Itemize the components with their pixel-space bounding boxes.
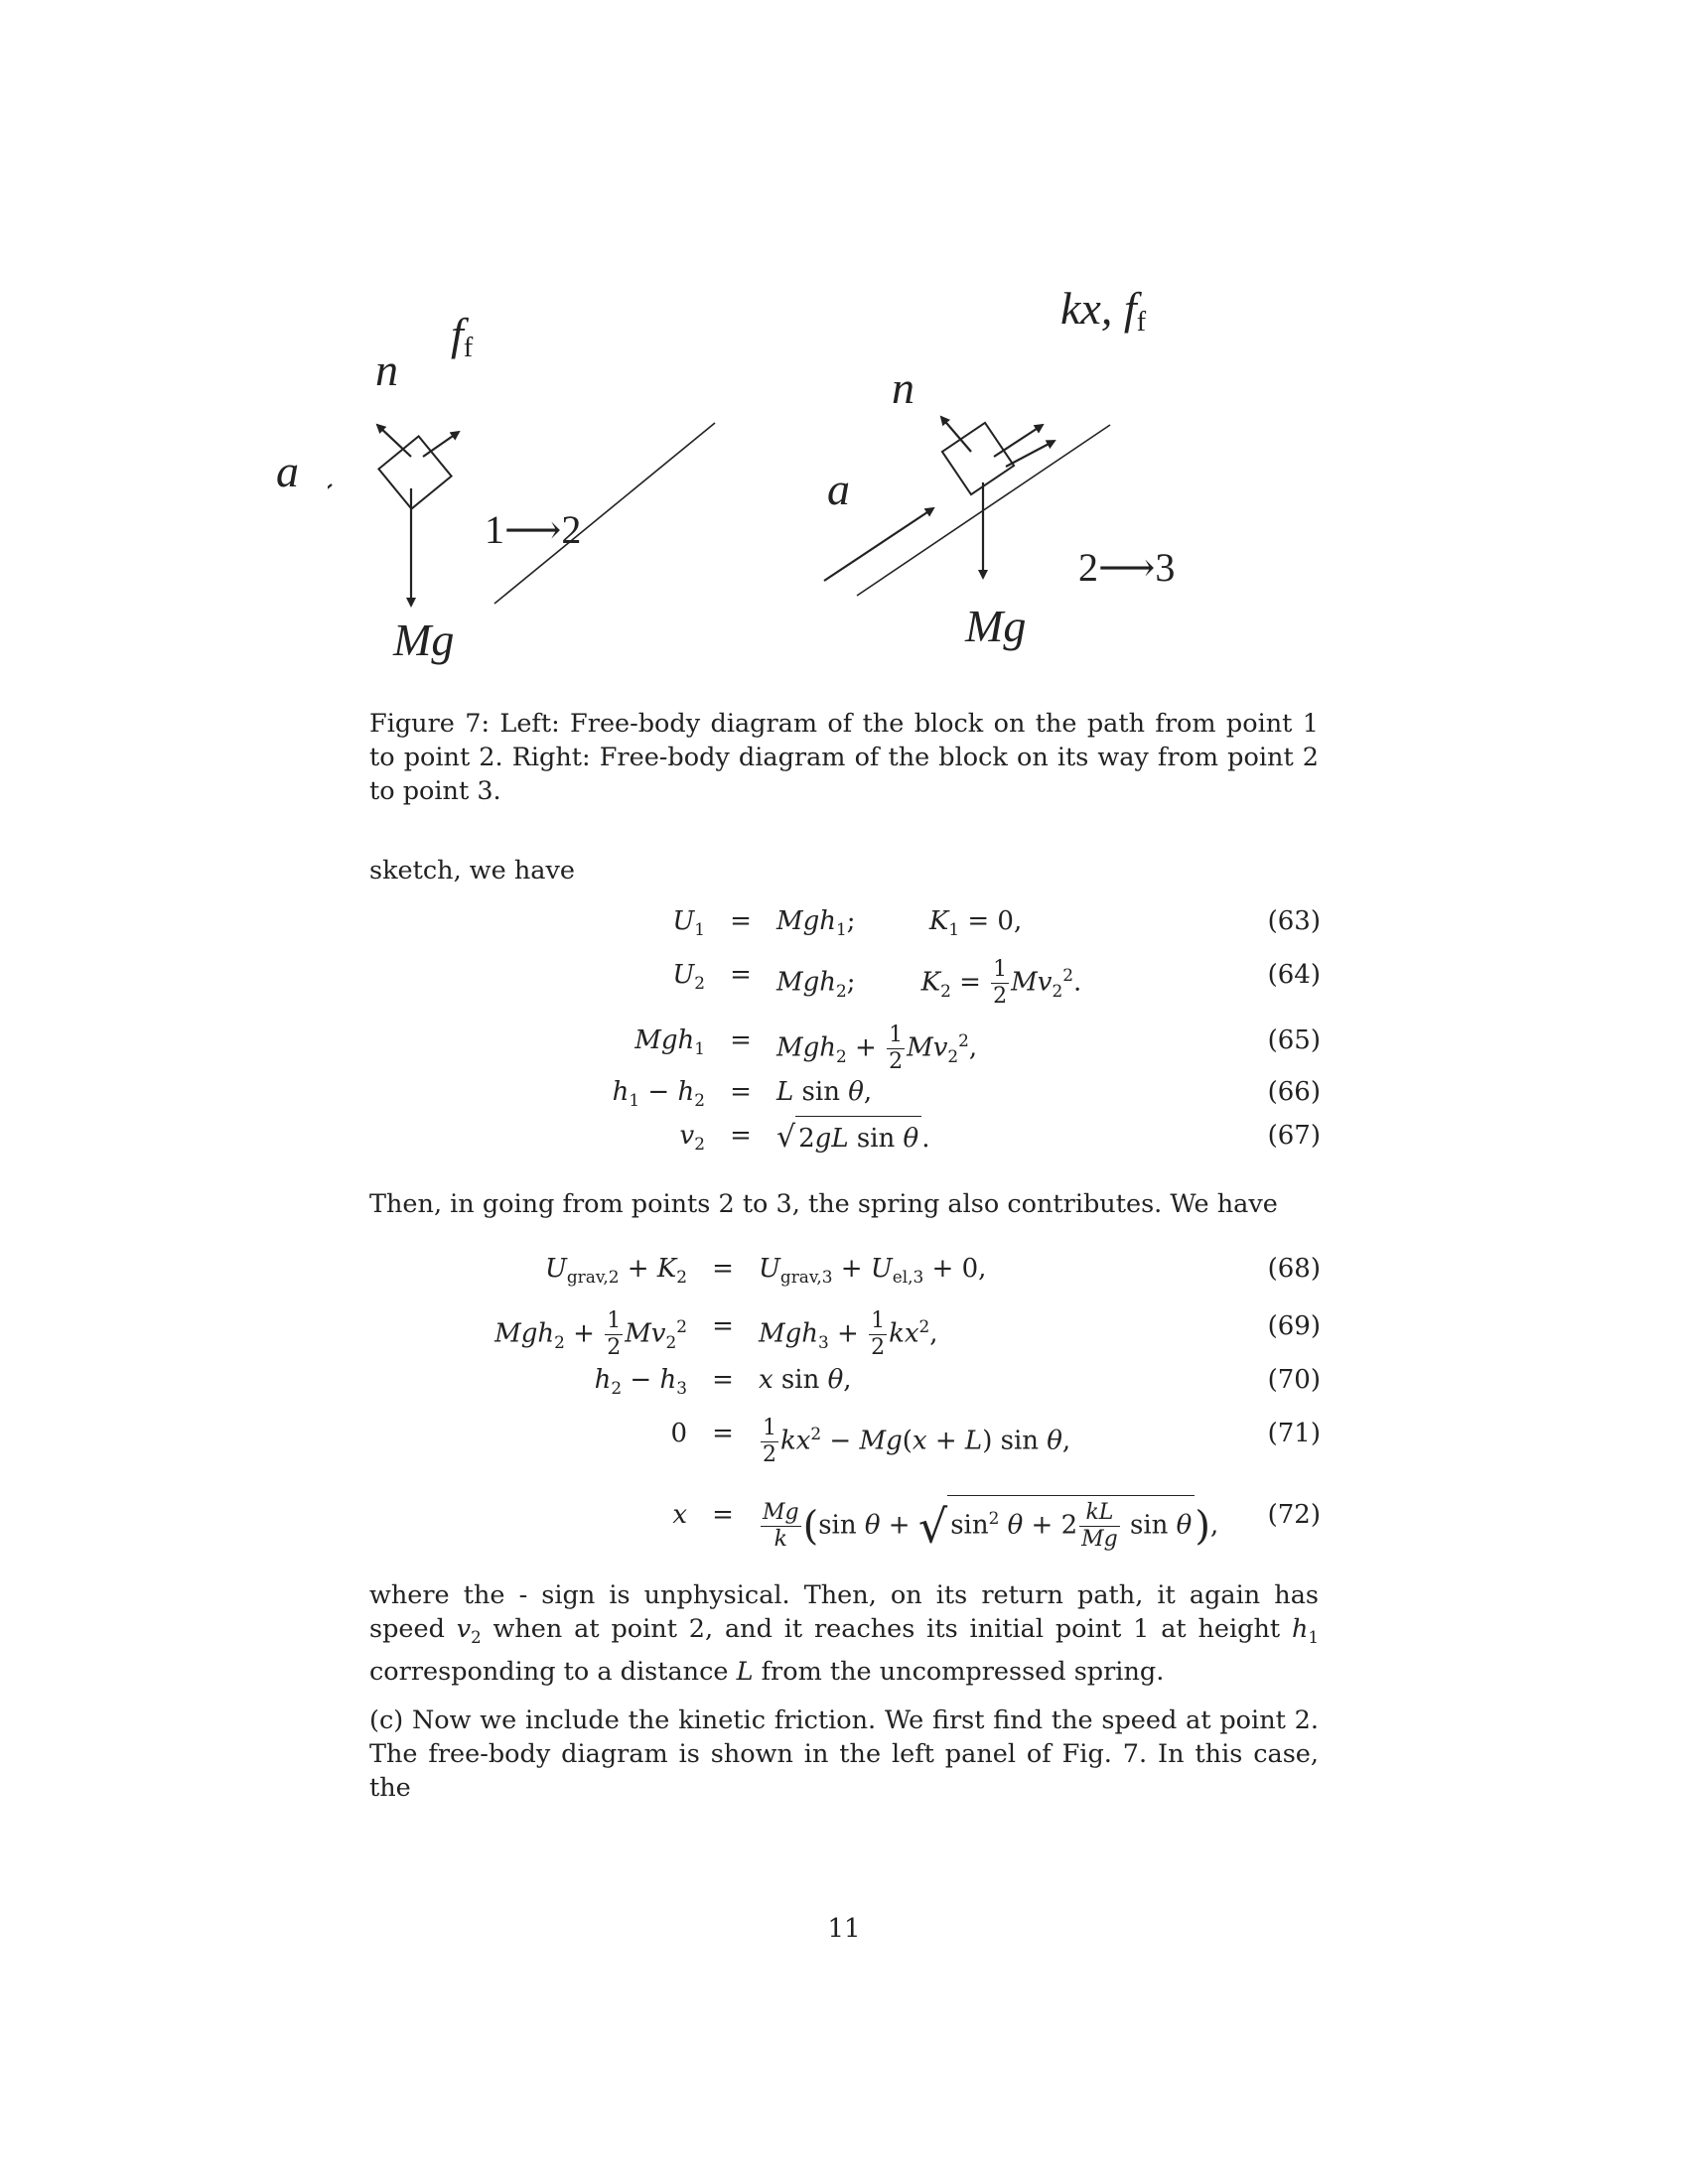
right-label-n: n [892,362,914,413]
paragraph-part-c: (c) Now we include the kinetic friction. We first find the speed at point 2. The free-body diagram is shown in the left panel of Fig. 7. In this case, the [369,1706,1319,1803]
right-label-Mg: Mg [965,601,1027,651]
page-number: 11 [827,1914,861,1944]
right-step-label: 2⟶3 [1078,545,1176,590]
right-label-a: a [827,464,850,514]
left-block [378,436,451,508]
intro-text: sketch, we have [369,856,575,886]
left-step-label: 1⟶2 [485,507,582,552]
figure-caption: Figure 7: Left: Free-body diagram of the block on the path from point 1 to point 2. Right: Free-body diagram of the block on its way from point 2 to point 3. [369,709,1319,806]
left-normal-arrow [377,425,411,457]
right-label-kx-f: kx, $f_f$ [1060,283,1147,339]
left-friction-arrow [423,432,459,457]
right-block [942,423,1014,494]
left-label-a: a [276,446,299,496]
page: n a $f_f$ Mg 1⟶2 n a kx, $f_f$ Mg 2⟶3 Figure 7: Left: Free-body diagram of the block on the path from point 1 to point 2. Right: Free-body diagram of the block on its way from point 2 to point 3. sketch, we have $U_1$ = Mgh$_1$; $K_1 = 0$, (63) $U_2$ = Mgh$_2$; $K_2$ = $\frac{1}{2}$ $Mv_2^2$. (64) Mgh$_1$ = Mgh$_2$ + $\frac{1}{2}$ $Mv_2^2$, (65) $h_1 - h_2$ = L sin θ, (66) $v_2$ = √ 2gL sin θ . (67) Then, in going from points 2 to 3, the spring also contributes. We have $U_{grav,2} + K_2$ = $U_{grav,3} + U_{el,3} + 0$, (68) Mgh$_2$ + $\frac{1}{2}$ $Mv_2^2$ = Mgh$_3$ + $\frac{1}{2}$ $kx^2$, (69) $h_2 - h_3$ = x sin θ, (70) 0 = $\frac{1}{2}$ $kx^2 - Mg(x + L)$ sin θ, (71) x = $\frac{Mg}{k}$ (sin θ + √ $\sin^2 \theta + 2$ $\frac{kL}{Mg}$ sin θ), (72) where the - sign is unphysical. Then, on its return path, it again has speed $v_2$ when at point 2, and it reaches its initial point 1 at height $h_1$ corresponding to a distance L from the uncompressed spring. (c) Now we include the kinetic friction. We first find the speed at point 2. The free-body diagram is shown in the left panel of Fig. 7. In this case, the 11 [0,0,1688,2184]
right-accel-arrow [824,508,933,581]
text-between-blocks: Then, in going from points 2 to 3, the spring also contributes. We have [369,1189,1278,1219]
left-label-friction: $f_f$ [451,309,474,364]
left-label-Mg: Mg [393,614,455,665]
paragraph-unphysical: where the - sign is unphysical. Then, on its return path, it again has speed $v_2$ when at point 2, and it reaches its initial point 1 at height $h_1$ corresponding to a distance L from the uncompressed spring. [369,1580,1319,1688]
free-body-figure [276,283,1331,685]
left-label-n: n [375,344,398,395]
free-body-diagrams [328,357,1331,685]
right-diagram [824,417,1110,596]
left-accel-arrow [328,484,332,514]
